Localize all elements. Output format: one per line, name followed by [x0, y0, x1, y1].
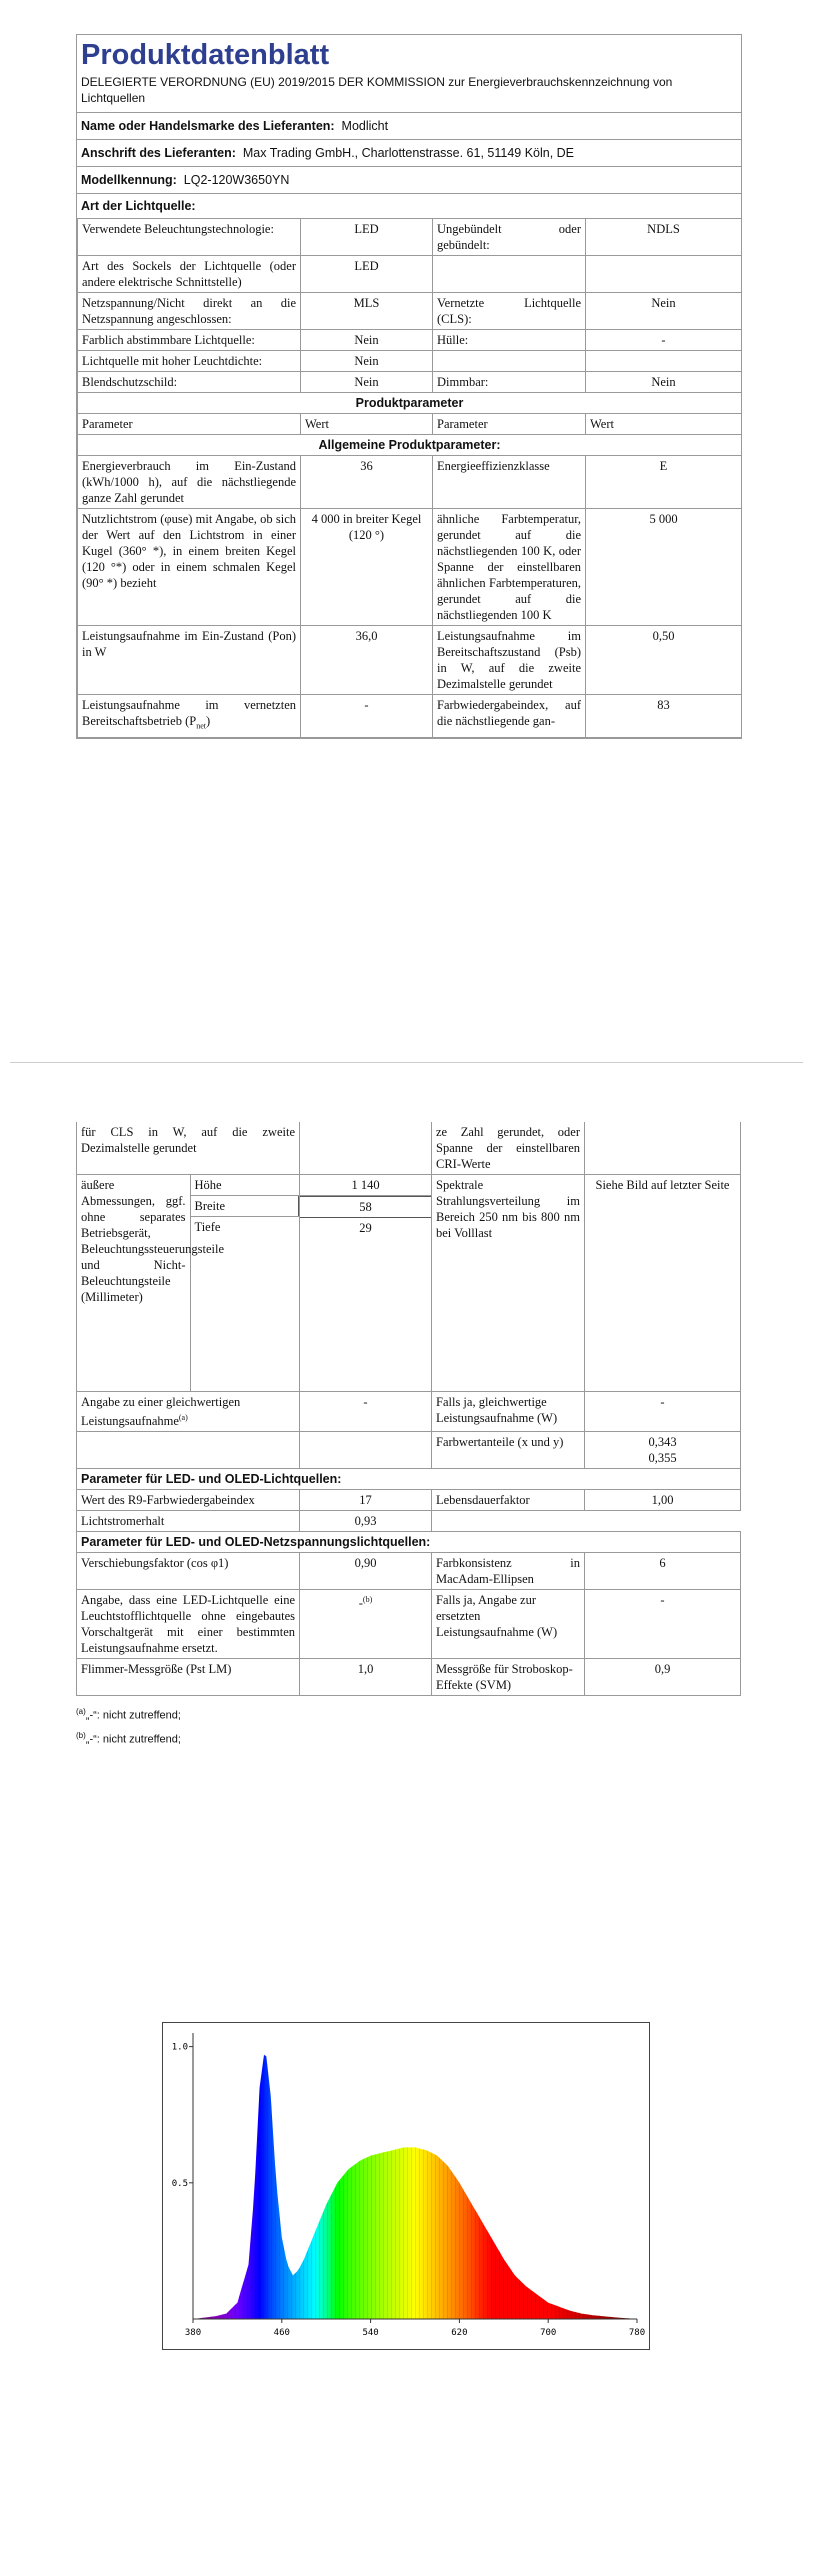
param-row [78, 626, 742, 695]
lightsource-row [78, 330, 742, 351]
footnote-b: $^{(b)}$„-“: nicht zutreffend; [76, 1730, 181, 1746]
lightsource-row [78, 219, 742, 256]
flux-value: 0,93 [300, 1511, 432, 1532]
lightsource-row [78, 293, 742, 330]
supplier-address-row [77, 139, 741, 166]
lightsource-l1: Lichtquelle mit hoher Leuchtdichte: [78, 351, 301, 372]
page-separator [10, 1062, 803, 1063]
dim-value-2: 29 [359, 1221, 372, 1235]
general-params-header: Allgemeine Produktparameter: [78, 435, 742, 456]
claim-sup: (b) [362, 1595, 373, 1605]
r9-row [77, 1490, 741, 1511]
lightsource-v2: Nein [586, 372, 742, 393]
dim-name-2: Tiefe [190, 1217, 299, 1392]
lightsource-v1: Nein [301, 372, 433, 393]
equiv-l2: Falls ja, gleichwertige Leistungsaufnahme (W) [432, 1392, 585, 1432]
param-l1: Energieverbrauch im Ein-Zustand (kWh/1000 h), auf die nächstliegende ganze Zahl gerundet [78, 456, 301, 509]
dim-name-0: Höhe [190, 1175, 299, 1196]
param-v2: 5 000 [586, 509, 742, 626]
flicker-row [77, 1659, 741, 1696]
x-tick-label: 540 [362, 2328, 379, 2338]
cri-cont-value [585, 1122, 741, 1175]
lightsource-v1: Nein [301, 330, 433, 351]
lightsource-l2: Ungebündelt oder gebündelt: [433, 219, 586, 256]
x-tick-label: 780 [628, 2328, 646, 2338]
claim-row [77, 1590, 741, 1659]
lightsource-v1: Nein [301, 351, 433, 372]
led-section-row [77, 1469, 741, 1490]
lightsource-type-header: Art der Lichtquelle: [77, 193, 741, 218]
dimensions-values-cell [300, 1175, 432, 1392]
lightsource-table [77, 218, 742, 738]
supplier-address-label: Anschrift des Lieferanten: [81, 146, 236, 160]
param-l1: Nutzlichtstrom (φuse) mit Angabe, ob sich der Wert auf den Lichtstrom in einer Kugel (360° *), in einem breiten Kegel (120 °*) oder in einem schmalen Kegel (90° *) bezieht [78, 509, 301, 626]
spectrum-svg [163, 2023, 649, 2349]
chroma-label: Farbwertanteile (x und y) [432, 1432, 585, 1469]
product-params-header: Produktparameter [78, 393, 742, 414]
x-tick-label: 700 [540, 2328, 557, 2338]
equiv-row [77, 1392, 741, 1432]
pnet-cont-row [77, 1122, 741, 1175]
pnet-row [78, 695, 742, 738]
chroma-y: 0,355 [648, 1451, 677, 1466]
lightsource-l1: Farblich abstimmbare Lichtquelle: [78, 330, 301, 351]
lightsource-l1: Verwendete Beleuchtungstechnologie: [78, 219, 301, 256]
lightsource-l2: Dimmbar: [433, 372, 586, 393]
lightsource-l2: Hülle: [433, 330, 586, 351]
model-value: LQ2-120W3650YN [183, 173, 290, 187]
cri-value: 83 [586, 695, 742, 738]
page-title: Produktdatenblatt [81, 39, 330, 71]
param-v1: 4 000 in breiter Kegel (120 °) [301, 509, 433, 626]
dimensions-row [77, 1175, 741, 1392]
param-l2: Energieeffizienzklasse [433, 456, 586, 509]
lightsource-v2 [586, 351, 742, 372]
supplier-address-value: Max Trading GmbH., Charlottenstrasse. 61, 51149 Köln, DE [242, 146, 575, 160]
r9-value: 17 [300, 1490, 432, 1511]
pnet-cont-label: für CLS in W, auf die zweite Dezimalstelle gerundet [77, 1122, 300, 1175]
pnet-label: Leistungsaufnahme im vernetzten Bereitschaftsbetrieb $(P_{net})$ [78, 695, 301, 738]
lightsource-l2 [433, 351, 586, 372]
flux-row [77, 1511, 741, 1532]
params-continued-table [76, 1122, 741, 1696]
cri-cont-label: ze Zahl gerundet, oder Spanne der einstellbaren CRI-Werte [432, 1122, 585, 1175]
flux-label: Lichtstromerhalt [77, 1511, 300, 1532]
supplier-name-label: Name oder Handelsmarke des Lieferanten: [81, 119, 335, 133]
y-tick-label: 1.0 [171, 2042, 188, 2053]
footnote-a: $^{(a)}$„-“: nicht zutreffend; [76, 1707, 181, 1722]
spectrum-hatch [193, 2055, 637, 2319]
claim-label: Angabe, dass eine LED-Lichtquelle eine Leuchtstofflichtquelle ohne eingebautes Vorschaltgerät mit einer bestimmten Leistungsaufnahme ersetzt. [77, 1590, 300, 1659]
flicker-label: Flimmer-Messgröße (Pst LM) [77, 1659, 300, 1696]
pnet-value: - [301, 695, 433, 738]
equiv-sup: (a) [178, 1413, 188, 1422]
claim-l2: Falls ja, Angabe zur ersetzten Leistungsaufnahme (W) [432, 1590, 585, 1659]
spd-label: Spektrale Strahlungsverteilung im Bereich 250 nm bis 800 nm bei Volllast [432, 1175, 585, 1392]
lightsource-v2 [586, 256, 742, 293]
param-l2: Leistungsaufnahme im Bereitschaftszustand (Psb) in W, auf die zweite Dezimalstelle gerundet [433, 626, 586, 695]
param-v2: E [586, 456, 742, 509]
general-params-header-row [78, 435, 742, 456]
cri-label: Farbwiedergabeindex, auf die nächstliegende gan- [433, 695, 586, 738]
lightsource-row [78, 351, 742, 372]
lightsource-row [78, 372, 742, 393]
claim-value: -$^{(b)}$ [300, 1590, 432, 1659]
claim-v2: - [585, 1590, 741, 1659]
dimensions-cell [77, 1175, 300, 1392]
pnet-cont-value [300, 1122, 432, 1175]
macadam-label: Farbkonsistenz in MacAdam-Ellipsen [432, 1553, 585, 1590]
life-label: Lebensdauerfaktor [432, 1490, 585, 1511]
x-tick-label: 380 [184, 2328, 202, 2338]
svm-label: Messgröße für Stroboskop-Effekte (SVM) [432, 1659, 585, 1696]
y-tick-label: 0.5 [171, 2178, 188, 2189]
flicker-value: 1,0 [300, 1659, 432, 1696]
lightsource-v2: Nein [586, 293, 742, 330]
col-param: Parameter [78, 414, 301, 435]
param-row [78, 456, 742, 509]
dim-value-1: 58 [300, 1196, 431, 1218]
lightsource-l2 [433, 256, 586, 293]
mls-section-title: Parameter für LED- und OLED-Netzspannungslichtquellen: [77, 1532, 741, 1553]
lightsource-v1: LED [301, 219, 433, 256]
chroma-x: 0,343 [648, 1435, 677, 1450]
param-l1: Leistungsaufnahme im Ein-Zustand (Pon) in W [78, 626, 301, 695]
x-tick-label: 620 [451, 2328, 468, 2338]
lightsource-l1: Art des Sockels der Lichtquelle (oder andere elektrische Schnittstelle) [78, 256, 301, 293]
lightsource-l1: Blendschutzschild: [78, 372, 301, 393]
chroma-values [585, 1432, 741, 1469]
lightsource-row [78, 256, 742, 293]
cos-row [77, 1553, 741, 1590]
supplier-name-row [77, 112, 741, 139]
chroma-row [77, 1432, 741, 1469]
lightsource-v1: MLS [301, 293, 433, 330]
col-value-2: Wert [586, 414, 742, 435]
model-label: Modellkennung: [81, 173, 177, 187]
col-param-2: Parameter [433, 414, 586, 435]
product-params-header-row [78, 393, 742, 414]
dim-value-0: 1 140 [300, 1175, 431, 1196]
lightsource-l2: Vernetzte Lichtquelle (CLS): [433, 293, 586, 330]
cos-label: Verschiebungsfaktor (cos φ1) [77, 1553, 300, 1590]
lightsource-v2: - [586, 330, 742, 351]
spectrum-chart [162, 2022, 650, 2350]
col-value: Wert [301, 414, 433, 435]
lightsource-v1: LED [301, 256, 433, 293]
equiv-value: - [300, 1392, 432, 1432]
spd-value: Siehe Bild auf letzter Seite [585, 1175, 741, 1392]
param-row [78, 509, 742, 626]
x-tick-label: 460 [273, 2328, 290, 2338]
cos-value: 0,90 [300, 1553, 432, 1590]
svm-value: 0,9 [585, 1659, 741, 1696]
datasheet-page-1 [76, 34, 742, 739]
params-column-headers [78, 414, 742, 435]
model-row [77, 166, 741, 193]
param-v2: 0,50 [586, 626, 742, 695]
equiv-label: Angabe zu einer gleichwertigen Leistungsaufnahme$^{(a)}$ [77, 1392, 300, 1432]
mls-section-row [77, 1532, 741, 1553]
dim-name-1: Breite [190, 1196, 299, 1217]
footnotes [76, 1702, 740, 1749]
param-l2: ähnliche Farbtemperatur, gerundet auf die nächstliegenden 100 K, oder Spanne der einstellbaren ähnlichen Farbtemperaturen, gerundet auf die nächstliegenden 100 K [433, 509, 586, 626]
macadam-value: 6 [585, 1553, 741, 1590]
lightsource-l1: Netzspannung/Nicht direkt an die Netzspannung angeschlossen: [78, 293, 301, 330]
datasheet-page-2 [76, 1122, 740, 1749]
r9-label: Wert des R9-Farbwiedergabeindex [77, 1490, 300, 1511]
param-v1: 36 [301, 456, 433, 509]
led-section-title: Parameter für LED- und OLED-Lichtquellen: [77, 1469, 741, 1490]
regulation-text: DELEGIERTE VERORDNUNG (EU) 2019/2015 DER KOMMISSION zur Energieverbrauchskennzeichnung von Lichtquellen [81, 75, 673, 105]
life-value: 1,00 [585, 1490, 741, 1511]
equiv-v2: - [585, 1392, 741, 1432]
lightsource-v2: NDLS [586, 219, 742, 256]
dimensions-label: äußere Abmessungen, ggf. ohne separates Betriebsgerät, Beleuchtungssteuerungsteile und Nicht-Beleuchtungsteile (Millimeter) [77, 1175, 190, 1391]
supplier-name-value: Modlicht [341, 119, 389, 133]
param-v1: 36,0 [301, 626, 433, 695]
